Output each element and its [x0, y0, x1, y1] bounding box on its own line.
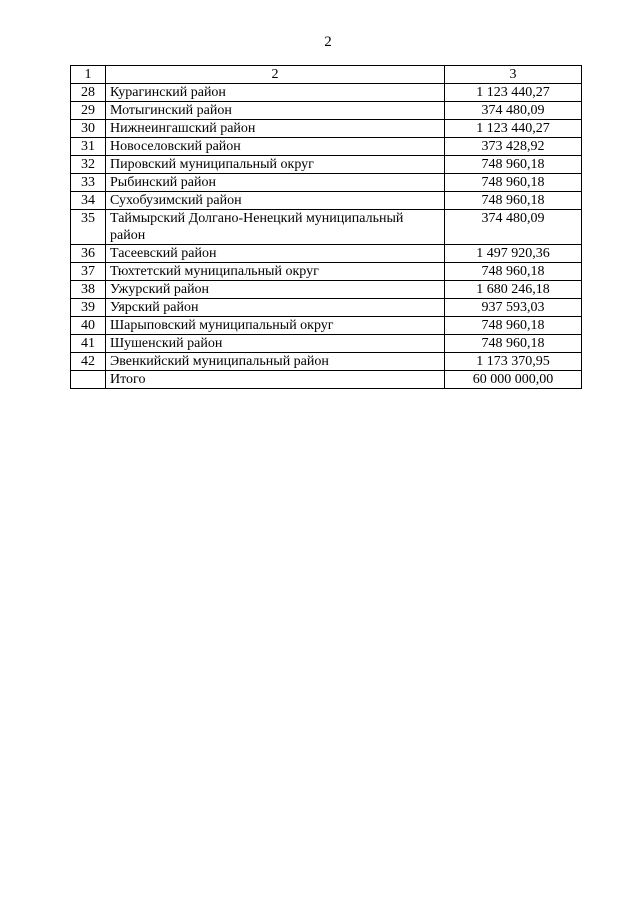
total-label: Итого [106, 371, 445, 389]
district-name: Эвенкийский муниципальный район [106, 353, 445, 371]
district-name: Нижнеингашский район [106, 120, 445, 138]
total-amount: 60 000 000,00 [445, 371, 582, 389]
row-number: 38 [71, 281, 106, 299]
amount: 748 960,18 [445, 335, 582, 353]
district-name: Уярский район [106, 299, 445, 317]
amount: 1 497 920,36 [445, 245, 582, 263]
amount: 1 173 370,95 [445, 353, 582, 371]
amount: 1 123 440,27 [445, 84, 582, 102]
table-row [71, 138, 582, 156]
table-row [71, 174, 582, 192]
row-number: 37 [71, 263, 106, 281]
district-name: Курагинский район [106, 84, 445, 102]
amount: 748 960,18 [445, 263, 582, 281]
table-header-row [71, 66, 582, 84]
district-name: Мотыгинский район [106, 102, 445, 120]
district-name: Рыбинский район [106, 174, 445, 192]
row-number: 36 [71, 245, 106, 263]
table-row [71, 317, 582, 335]
district-name: Таймырский Долгано-Ненецкий муниципальный район [106, 210, 445, 245]
amount: 748 960,18 [445, 156, 582, 174]
row-number: 30 [71, 120, 106, 138]
amount: 1 680 246,18 [445, 281, 582, 299]
amount: 1 123 440,27 [445, 120, 582, 138]
district-name: Сухобузимский район [106, 192, 445, 210]
district-name: Пировский муниципальный округ [106, 156, 445, 174]
row-number: 41 [71, 335, 106, 353]
total-number [71, 371, 106, 389]
row-number: 31 [71, 138, 106, 156]
header-cell-2: 2 [106, 66, 445, 84]
table-row [71, 263, 582, 281]
row-number: 35 [71, 210, 106, 245]
table-row [71, 245, 582, 263]
page-number: 2 [324, 34, 332, 50]
amount: 748 960,18 [445, 174, 582, 192]
row-number: 28 [71, 84, 106, 102]
header-cell-3: 3 [445, 66, 582, 84]
table-row [71, 335, 582, 353]
amount: 748 960,18 [445, 317, 582, 335]
table-row [71, 120, 582, 138]
table-row [71, 102, 582, 120]
amount: 374 480,09 [445, 102, 582, 120]
table-row [71, 353, 582, 371]
amount: 374 480,09 [445, 210, 582, 245]
row-number: 40 [71, 317, 106, 335]
table-row [71, 192, 582, 210]
district-name: Ужурский район [106, 281, 445, 299]
amount: 373 428,92 [445, 138, 582, 156]
district-name: Тасеевский район [106, 245, 445, 263]
row-number: 29 [71, 102, 106, 120]
total-row [71, 371, 582, 389]
allocation-table [70, 65, 582, 389]
district-name: Шушенский район [106, 335, 445, 353]
row-number: 33 [71, 174, 106, 192]
row-number: 39 [71, 299, 106, 317]
row-number: 34 [71, 192, 106, 210]
amount: 937 593,03 [445, 299, 582, 317]
district-name: Тюхтетский муниципальный округ [106, 263, 445, 281]
row-number: 32 [71, 156, 106, 174]
district-name: Шарыповский муниципальный округ [106, 317, 445, 335]
district-name: Новоселовский район [106, 138, 445, 156]
table-row [71, 156, 582, 174]
header-cell-1: 1 [71, 66, 106, 84]
table-row [71, 84, 582, 102]
table-row [71, 299, 582, 317]
row-number: 42 [71, 353, 106, 371]
amount: 748 960,18 [445, 192, 582, 210]
table-row [71, 281, 582, 299]
table-row [71, 210, 582, 245]
